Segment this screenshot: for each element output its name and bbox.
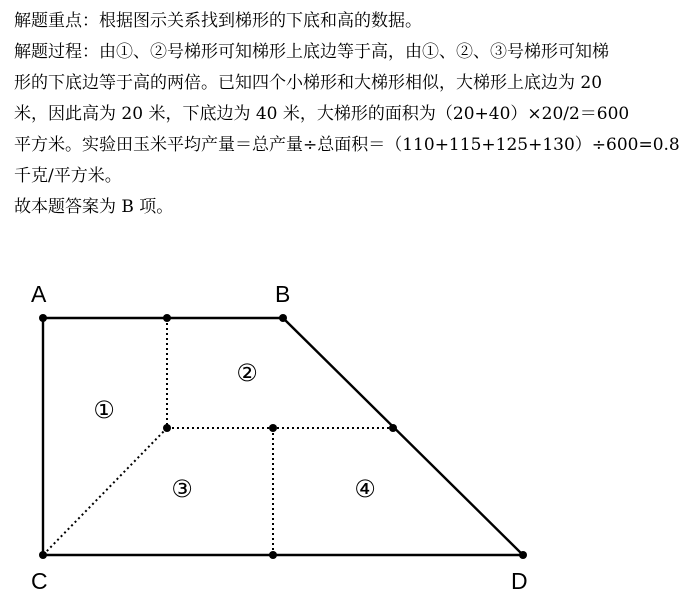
dot-top-mid	[163, 314, 171, 322]
process-line-5: 千克/平方米。	[14, 166, 122, 186]
dot-d	[519, 551, 527, 559]
dot-center	[163, 424, 171, 432]
key-point-line: 解题重点：根据图示关系找到梯形的下底和高的数据。	[14, 11, 422, 31]
process-line-4: 平方米。实验田玉米平均产量＝总产量÷总面积＝（110+115+125+130）÷600=0.8	[14, 135, 680, 155]
dot-b	[279, 314, 287, 322]
process-line-2: 形的下底边等于高的两倍。已知四个小梯形和大梯形相似，大梯形上底边为 20	[14, 73, 603, 93]
dot-bottom-mid	[269, 551, 277, 559]
process-line-3: 米，因此高为 20 米，下底边为 40 米，大梯形的面积为（20+40）×20/2＝600	[14, 104, 630, 124]
dot-mid-cross	[269, 424, 277, 432]
outer-trapezoid	[43, 318, 523, 555]
dot-right-side	[389, 424, 397, 432]
point-label-b: B	[275, 281, 291, 307]
explanation-text	[14, 6, 690, 223]
process-line-1: 解题过程：由①、②号梯形可知梯形上底边等于高，由①、②、③号梯形可知梯	[14, 42, 609, 62]
point-label-a: A	[31, 281, 47, 307]
trapezoid-diagram	[0, 270, 697, 606]
point-label-c: C	[31, 568, 48, 594]
point-label-d: D	[511, 568, 528, 594]
region-label-3: ③	[171, 475, 193, 503]
divider-diagonal	[43, 428, 167, 555]
division-lines	[43, 318, 393, 555]
vertex-dots	[39, 314, 527, 559]
region-label-1: ①	[93, 396, 115, 424]
region-label-2: ②	[236, 359, 258, 387]
dot-c	[39, 551, 47, 559]
answer-line: 故本题答案为 B 项。	[14, 197, 174, 217]
dot-a	[39, 314, 47, 322]
region-label-4: ④	[354, 475, 376, 503]
